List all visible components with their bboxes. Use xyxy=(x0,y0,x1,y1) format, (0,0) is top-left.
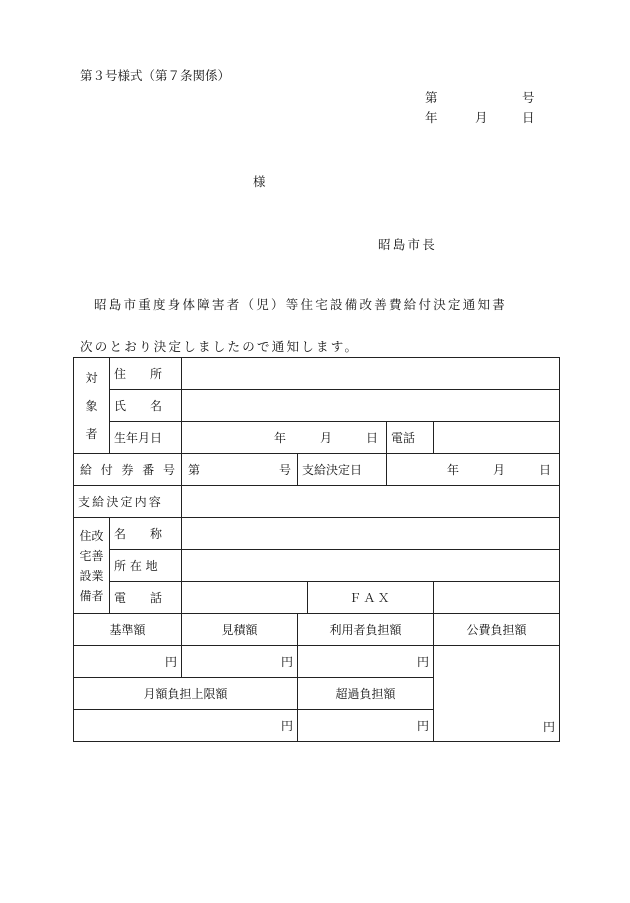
issuer: 昭島市長 xyxy=(378,237,438,252)
phone-label: 電話 xyxy=(387,422,434,454)
date-month: 月 xyxy=(475,110,488,125)
doc-number-prefix: 第 xyxy=(425,90,438,105)
user-burden-field[interactable]: 円 xyxy=(298,646,434,678)
coupon-label: 給 付 券 番 号 xyxy=(74,454,182,486)
date-day: 日 xyxy=(522,110,535,125)
public-burden-field[interactable]: 円 xyxy=(434,646,560,742)
contractor-group-label: 住改 宅善 設業 備者 xyxy=(74,518,110,614)
phone-field[interactable] xyxy=(434,422,560,454)
decision-date-label: 支給決定日 xyxy=(298,454,387,486)
form-number: 第３号様式（第７条関係） xyxy=(80,68,231,83)
addressee-suffix: 様 xyxy=(253,174,266,189)
doc-number-suffix: 号 xyxy=(522,90,535,105)
decision-date-field[interactable]: 年 月 日 xyxy=(387,454,560,486)
monthly-cap-field[interactable]: 円 xyxy=(74,710,298,742)
date-year: 年 xyxy=(425,110,438,125)
fax-field[interactable] xyxy=(434,582,560,614)
contractor-phone-label: 電 話 xyxy=(110,582,182,614)
subject-group-label: 対 象 者 xyxy=(74,358,110,454)
document-title: 昭島市重度身体障害者（児）等住宅設備改善費給付決定通知書 xyxy=(94,297,508,312)
coupon-field[interactable]: 第 号 xyxy=(182,454,298,486)
decision-content-label: 支給決定内容 xyxy=(74,486,182,518)
public-burden-header: 公費負担額 xyxy=(434,614,560,646)
address-label: 住 所 xyxy=(110,358,182,390)
excess-field[interactable]: 円 xyxy=(298,710,434,742)
birth-label: 生年月日 xyxy=(110,422,182,454)
excess-header: 超過負担額 xyxy=(298,678,434,710)
estimate-header: 見積額 xyxy=(182,614,298,646)
estimate-field[interactable]: 円 xyxy=(182,646,298,678)
monthly-cap-header: 月額負担上限額 xyxy=(74,678,298,710)
user-burden-header: 利用者負担額 xyxy=(298,614,434,646)
form-table xyxy=(73,357,560,742)
name-field[interactable] xyxy=(182,390,560,422)
contractor-name-label: 名 称 xyxy=(110,518,182,550)
birth-field[interactable]: 年 月 日 xyxy=(182,422,387,454)
base-amount-field[interactable]: 円 xyxy=(74,646,182,678)
decision-content-field[interactable] xyxy=(182,486,560,518)
base-amount-header: 基準額 xyxy=(74,614,182,646)
contractor-phone-field[interactable] xyxy=(182,582,308,614)
name-label: 氏 名 xyxy=(110,390,182,422)
location-field[interactable] xyxy=(182,550,560,582)
address-field[interactable] xyxy=(182,358,560,390)
location-label: 所 在 地 xyxy=(110,550,182,582)
fax-label: ＦＡＸ xyxy=(308,582,434,614)
contractor-name-field[interactable] xyxy=(182,518,560,550)
intro-text: 次のとおり決定しましたので通知します。 xyxy=(80,339,360,354)
